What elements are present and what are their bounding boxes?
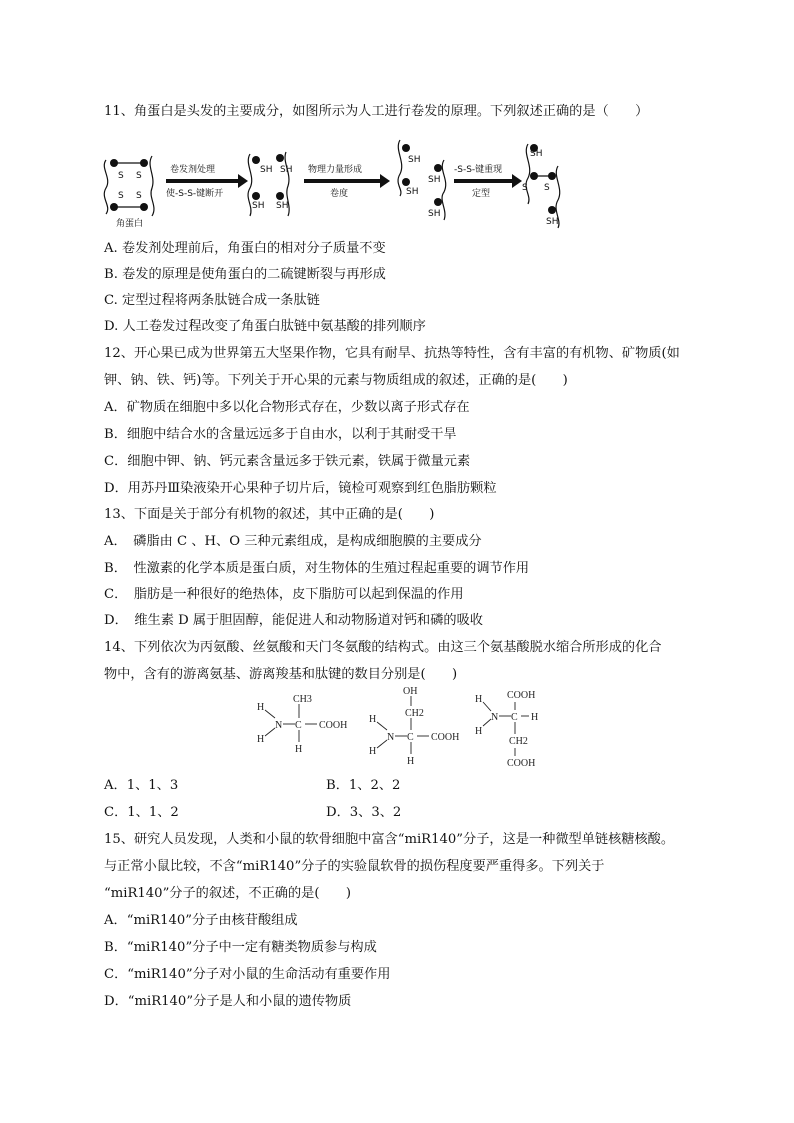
chem-h: H xyxy=(475,726,483,737)
q15-stem-line1: 15、研究人员发现，人类和小鼠的软骨细胞中富含“miR140”分子，这是一种微型单链核糖核酸。 xyxy=(104,832,675,847)
q13-option-a: A． 磷脂由 C 、H、O 三种元素组成，是构成细胞膜的主要成分 xyxy=(104,534,482,549)
q14-option-b: B．1、2、2 xyxy=(326,778,401,793)
q14-stem-line1: 14、下列依次为丙氨酸、丝氨酸和天门冬氨酸的结构式。由这三个氨基酸脱水缩合所形成的化合 xyxy=(104,640,662,655)
q11-fig-sh: SH xyxy=(546,217,559,227)
q11-fig-arrow1-top: 卷发剂处理 xyxy=(170,165,216,175)
q11-perm-figure xyxy=(98,136,588,236)
q15-stem-line2: 与正常小鼠比较，不含“miR140”分子的实验鼠软骨的损伤程度要严重得多。下列关于 xyxy=(104,859,605,874)
q14-amino-acid-structures xyxy=(245,684,555,770)
q11-fig-arrow3-bottom: 定型 xyxy=(472,189,491,199)
q12-stem-line1: 12、开心果已成为世界第五大坚果作物，它具有耐旱、抗热等特性，含有丰富的有机物、矿物质(如 xyxy=(104,346,680,361)
q13-option-b: B． 性激素的化学本质是蛋白质，对生物体的生殖过程起重要的调节作用 xyxy=(104,561,530,576)
chem-cooh: COOH xyxy=(507,758,536,769)
q11-option-d: D. 人工卷发过程改变了角蛋白肽链中氨基酸的排列顺序 xyxy=(104,319,426,334)
chem-cooh: COOH xyxy=(319,720,348,731)
q11-fig-sh: SH xyxy=(252,201,265,211)
q14-option-d: D．3、3、2 xyxy=(326,805,402,820)
q13-option-d: D． 维生素 D 属于胆固醇，能促进人和动物肠道对钙和磷的吸收 xyxy=(104,613,483,628)
chem-c: C xyxy=(407,732,414,743)
q11-fig-s: S xyxy=(522,183,528,193)
q11-fig-s: S xyxy=(544,183,550,193)
q11-option-a: A. 卷发剂处理前后，角蛋白的相对分子质量不变 xyxy=(104,241,386,256)
q12-option-c: C．细胞中钾、钠、钙元素含量远多于铁元素，铁属于微量元素 xyxy=(104,454,471,469)
q11-option-c: C. 定型过程将两条肽链合成一条肽链 xyxy=(104,293,320,308)
chem-n: N xyxy=(387,732,395,743)
q11-fig-sh: SH xyxy=(428,175,441,185)
chem-c: C xyxy=(511,712,518,723)
q12-option-d: D．用苏丹Ⅲ染液染开心果种子切片后，镜检可观察到红色脂肪颗粒 xyxy=(104,481,497,496)
chem-n: N xyxy=(275,720,283,731)
chem-h: H xyxy=(257,734,265,745)
q11-fig-arrow2-top: 物理力量形成 xyxy=(308,165,363,175)
q11-fig-arrow2-bottom: 卷度 xyxy=(330,189,349,199)
chem-h: H xyxy=(407,756,415,767)
q15-option-d: D．“miR140”分子是人和小鼠的遗传物质 xyxy=(104,994,352,1009)
q11-fig-s-4: S xyxy=(136,191,142,201)
chem-h: H xyxy=(531,712,539,723)
q11-fig-sh: SH xyxy=(408,155,421,165)
q11-fig-sh: SH xyxy=(260,165,273,175)
chem-c: C xyxy=(295,720,302,731)
chem-cooh: COOH xyxy=(507,690,536,701)
q15-option-c: C．“miR140”分子对小鼠的生命活动有重要作用 xyxy=(104,967,391,982)
q11-fig-sh: SH xyxy=(428,209,441,219)
chem-ch2: CH2 xyxy=(509,736,528,747)
q15-stem-line3: “miR140”分子的叙述，不正确的是( ) xyxy=(104,886,352,901)
q15-option-a: A．“miR140”分子由核苷酸组成 xyxy=(104,913,298,928)
q11-fig-sh: SH xyxy=(276,201,289,211)
q11-fig-sh: SH xyxy=(530,149,543,159)
chem-h: H xyxy=(369,714,377,725)
chem-h: H xyxy=(475,694,483,705)
q11-option-b: B. 卷发的原理是使角蛋白的二硫键断裂与再形成 xyxy=(104,267,386,282)
chem-h: H xyxy=(295,744,303,755)
q11-fig-s-1: S xyxy=(118,171,124,181)
q11-fig-sh: SH xyxy=(406,187,419,197)
q11-fig-sh: SH xyxy=(280,165,293,175)
chem-ch3: CH3 xyxy=(293,694,312,705)
chem-h: H xyxy=(369,746,377,757)
q12-option-b: B．细胞中结合水的含量远远多于自由水，以利于其耐受干旱 xyxy=(104,427,457,442)
chem-cooh: COOH xyxy=(431,732,460,743)
q11-fig-keratin-label: 角蛋白 xyxy=(116,219,144,229)
q11-fig-arrow1-bottom: 使-S-S-键断开 xyxy=(166,189,224,199)
q14-stem-line2: 物中，含有的游离氨基、游离羧基和肽键的数目分别是( ) xyxy=(104,667,458,682)
q11-fig-arrow3-top: -S-S-键重现 xyxy=(454,165,503,175)
q13-option-c: C． 脂肪是一种很好的绝热体，皮下脂肪可以起到保温的作用 xyxy=(104,587,464,602)
chem-ch2: CH2 xyxy=(405,708,424,719)
q14-option-c: C．1、1、2 xyxy=(104,805,179,820)
q11-stem: 11、角蛋白是头发的主要成分，如图所示为人工进行卷发的原理。下列叙述正确的是（ ） xyxy=(104,104,649,119)
q11-fig-s-2: S xyxy=(136,171,142,181)
chem-n: N xyxy=(491,712,499,723)
q15-option-b: B．“miR140”分子中一定有糖类物质参与构成 xyxy=(104,940,377,955)
q12-option-a: A．矿物质在细胞中多以化合物形式存在，少数以离子形式存在 xyxy=(104,400,470,415)
q14-option-a: A．1、1、3 xyxy=(104,778,179,793)
q12-stem-line2: 钾、钠、铁、钙)等。下列关于开心果的元素与物质组成的叙述，正确的是( ) xyxy=(104,373,568,388)
chem-oh: OH xyxy=(403,686,418,697)
q13-stem: 13、下面是关于部分有机物的叙述，其中正确的是( ) xyxy=(104,507,435,522)
chem-h: H xyxy=(257,702,265,713)
q11-fig-s-3: S xyxy=(118,191,124,201)
